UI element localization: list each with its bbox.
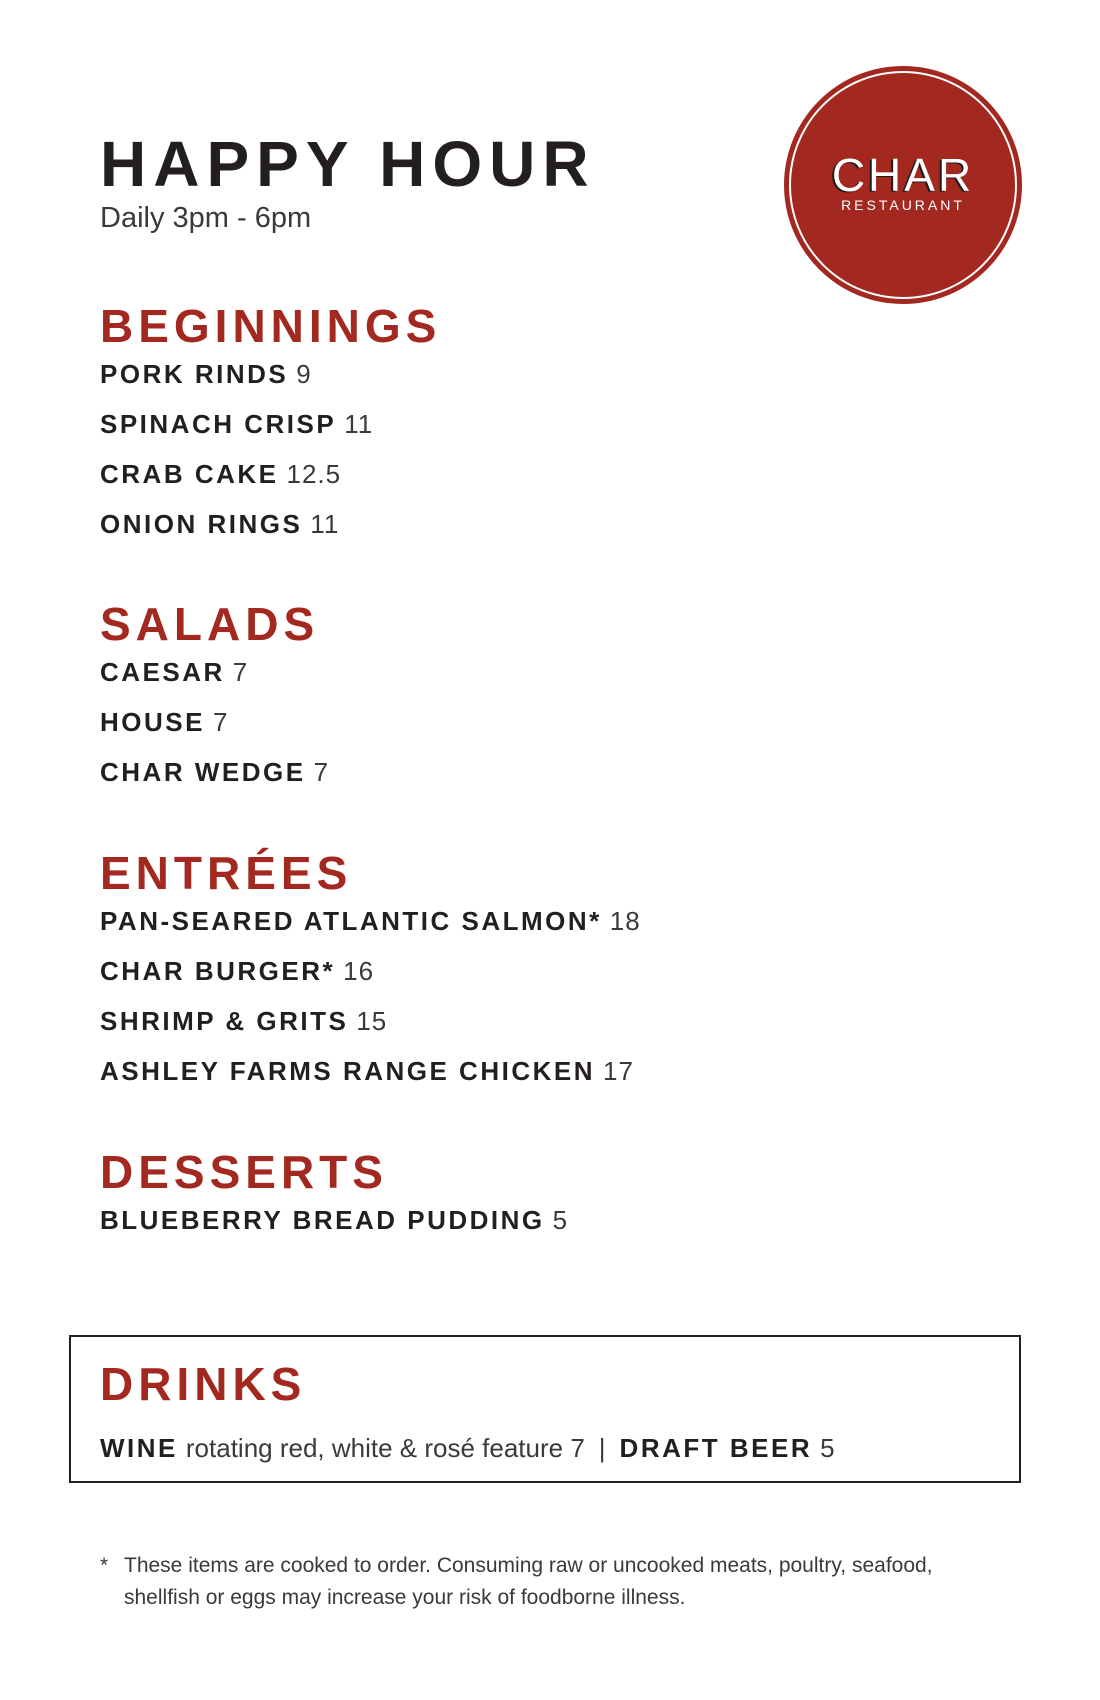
item-price: 12.5: [286, 459, 342, 489]
section-salads: [100, 598, 330, 807]
beer-label: DRAFT BEER: [619, 1433, 813, 1463]
section-beginnings: [100, 300, 442, 559]
menu-item: [100, 459, 441, 509]
item-price: 11: [344, 409, 374, 439]
section-desserts: [100, 1146, 569, 1255]
menu-item: [100, 1205, 568, 1255]
item-price: 17: [603, 1056, 634, 1086]
menu-item: [100, 509, 441, 559]
item-price: 15: [356, 1006, 388, 1036]
drinks-line: [100, 1433, 835, 1463]
wine-label: WINE: [100, 1433, 178, 1463]
logo-subtitle: RESTAURANT: [841, 197, 965, 213]
section-heading: DESSERTS: [100, 1146, 388, 1198]
menu-item: [100, 707, 329, 757]
footnote-text: These items are cooked to order. Consuming raw or uncooked meats, poultry, seafood, shellfish or eggs may increase your risk of foodborne illness.: [124, 1554, 933, 1609]
item-name: PORK RINDS: [100, 359, 289, 389]
item-name: CRAB CAKE: [100, 459, 279, 489]
menu-item-list: [100, 359, 441, 559]
menu-item: [100, 1006, 641, 1056]
menu-item: [100, 657, 329, 707]
item-name: PAN-SEARED ATLANTIC SALMON*: [100, 906, 602, 936]
drinks-separator: |: [598, 1433, 606, 1463]
drinks-box: [69, 1335, 1021, 1483]
footnote-asterisk: *: [100, 1554, 109, 1577]
section-heading: BEGINNINGS: [100, 300, 442, 352]
item-name: CAESAR: [100, 657, 225, 687]
item-price: 9: [296, 359, 312, 389]
item-price: 11: [310, 509, 340, 539]
section-entrees: [100, 847, 641, 1106]
item-name: SHRIMP & GRITS: [100, 1006, 349, 1036]
menu-item: [100, 409, 441, 459]
hours-subtitle: Daily 3pm - 6pm: [100, 202, 312, 234]
item-name: BLUEBERRY BREAD PUDDING: [100, 1205, 545, 1235]
beer-price: 5: [820, 1433, 835, 1463]
item-name: ONION RINGS: [100, 509, 303, 539]
menu-item: [100, 1056, 641, 1106]
menu-item: [100, 906, 641, 956]
item-name: SPINACH CRISP: [100, 409, 337, 439]
section-heading: SALADS: [100, 598, 320, 650]
item-price: 5: [552, 1205, 569, 1235]
item-name: HOUSE: [100, 707, 205, 737]
menu-item: [100, 757, 329, 807]
menu-item-list: [100, 906, 641, 1106]
char-restaurant-logo: [784, 66, 1022, 304]
item-name: ASHLEY FARMS RANGE CHICKEN: [100, 1056, 596, 1086]
item-name: CHAR BURGER*: [100, 956, 336, 986]
section-heading: ENTRÉES: [100, 847, 353, 899]
menu-item: [100, 359, 441, 409]
wine-description: rotating red, white & rosé feature 7: [185, 1433, 585, 1463]
menu-item-list: [100, 1205, 568, 1255]
menu-item: [100, 956, 641, 1006]
menu-item-list: [100, 657, 329, 807]
item-price: 16: [343, 956, 375, 986]
item-price: 7: [212, 707, 229, 737]
item-name: CHAR WEDGE: [100, 757, 306, 787]
page-title: HAPPY HOUR: [100, 128, 596, 200]
item-price: 18: [609, 906, 641, 936]
logo-name: CHAR: [831, 149, 975, 201]
footnote: [100, 1550, 1000, 1614]
section-heading: DRINKS: [100, 1358, 307, 1410]
item-price: 7: [313, 757, 330, 787]
item-price: 7: [232, 657, 249, 687]
